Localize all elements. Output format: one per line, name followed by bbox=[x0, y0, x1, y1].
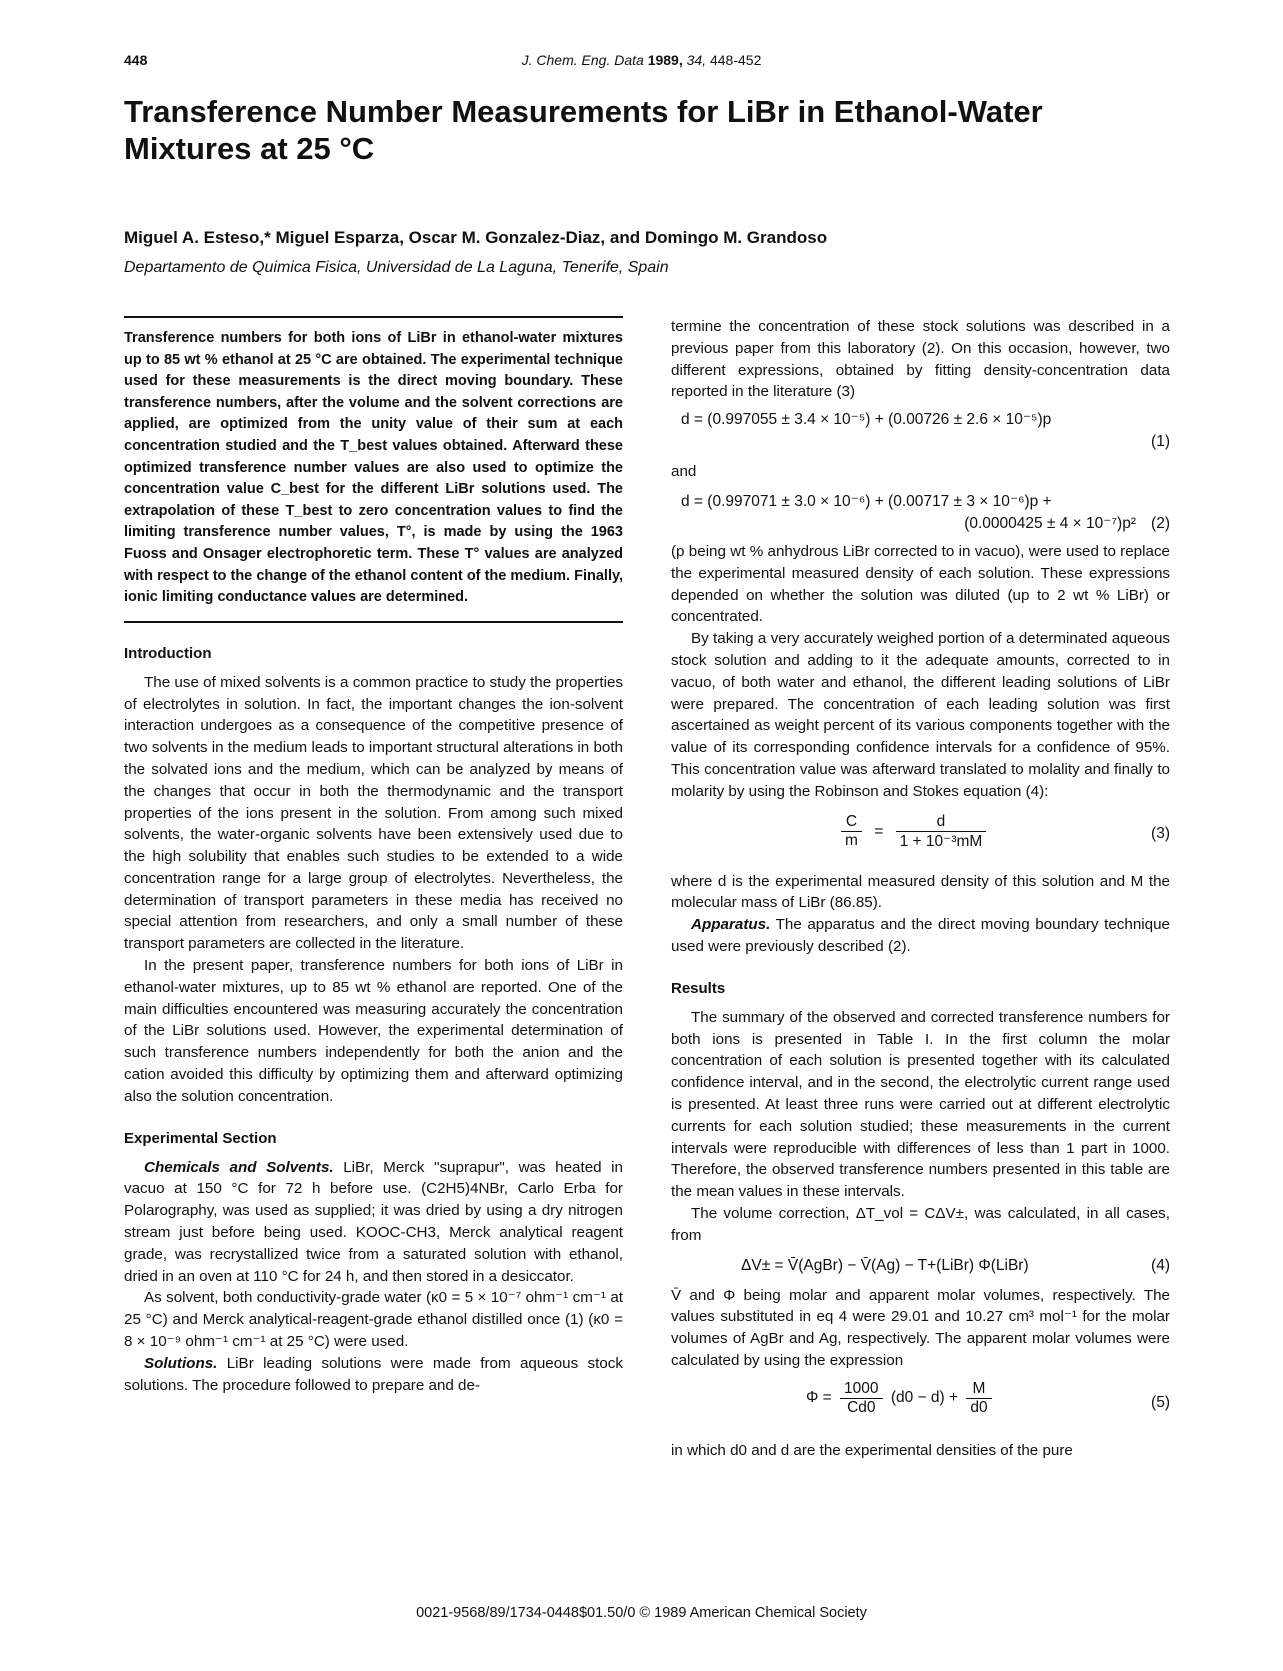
chemicals-paragraph bbox=[124, 1157, 623, 1288]
equation-5-fraction-2-top: M bbox=[966, 1380, 991, 1399]
abstract: Transference numbers for both ions of LiBr in ethanol-water mixtures up to 85 wt % ethanol at 25 °C are obtained. The experimental technique used for these measurements is the direct moving boundary. These transference numbers, after the volume and the solvent corrections are applied, are optimized from the unity value of their sum at each concentration studied and the T_best values obtained. Afterward these optimized transference number values are also used to optimize the concentration value C_best for the different LiBr solutions used. The extrapolation of these T_best to zero concentration values to find the limiting transference number values, T°, is made by using the 1963 Fuoss and Onsager electrophoretic term. These T° values are analyzed with respect to the change of the ethanol content of the medium. Finally, ionic limiting conductance values are determined. bbox=[124, 316, 623, 623]
equation-5-fraction-1 bbox=[840, 1380, 882, 1417]
equation-3: $\frac{C}{m}$ = $\frac{d}{\text{1 + 10⁻³mM}}$ (3) bbox=[671, 809, 1170, 863]
paper-title: Transference Number Measurements for LiBr in Ethanol-Water Mixtures at 25 °C bbox=[124, 94, 1043, 166]
copyright-footer: 0021-9568/89/1734-0448$01.50/0 © 1989 American Chemical Society bbox=[416, 1605, 867, 1621]
results-paragraph: The summary of the observed and corrected transference numbers for both ions is presented in Table I. In the first column the molar concentration of each solution is presented together with its calculated confidence interval, and in the second, the electrolytic current range used is presented. At least three runs were carried out at different electrolytic currents for each solution studied; these measurements in the current intervals were reproducible with differences of less than 1 part in 1000. Therefore, the observed transference numbers presented in this table are the mean values in these intervals. bbox=[671, 1008, 1170, 1201]
equation-5-lhs: Φ = bbox=[806, 1389, 832, 1407]
equation-1-body: d = (0.997055 ± 3.4 × 10⁻⁵) + (0.00726 ± 2.6 × 10⁻⁵)p bbox=[681, 411, 1052, 429]
equation-3-rhs-denominator: 1 + 10⁻³mM bbox=[899, 832, 983, 850]
equation-5-fraction-1-top: 1000 bbox=[840, 1380, 882, 1399]
equation-5-fraction-2 bbox=[966, 1380, 991, 1417]
author-list: Miguel A. Esteso,* Miguel Esparza, Oscar M. Gonzalez-Diaz, and Domingo M. Grandoso bbox=[124, 228, 828, 247]
equation-2 bbox=[671, 491, 1170, 535]
preparation-paragraph: By taking a very accurately weighed portion of a determinated aqueous stock solution and adding to it the adequate amounts, corrected to in vacuo, of both water and ethanol, the different leading solutions of LiBr were prepared. The concentration of each leading solution was first ascertained as weight percent of its various components together with the value of its corresponding confidence intervals for a confidence of 95%. This concentration value was afterward translated to molality and finally to molarity by using the Robinson and Stokes equation (4): bbox=[671, 630, 1170, 800]
densities-paragraph: in which d0 and d are the experimental densities of the pure bbox=[671, 1441, 1073, 1459]
experimental-heading: Experimental Section bbox=[124, 1129, 277, 1147]
and-text: and bbox=[671, 463, 697, 481]
introduction-paragraph-2: In the present paper, transference numbers for both ions of LiBr in ethanol-water mixtures, up to 85 wt % ethanol are reported. One of the main difficulties encountered was measuring accurately the concentration of the LiBr solutions used. However, the experimental determination of such transference numbers independently for both the anion and the cation avoided this difficulty by optimizing them and afterward optimizing also the solution concentration. bbox=[124, 957, 623, 1105]
density-paragraph: (p being wt % anhydrous LiBr corrected to in vacuo), were used to replace the experimental measured density of each solution. These expressions depended on whether the solution was diluted (up to 2 wt % LiBr) or concentrated. bbox=[671, 542, 1170, 626]
introduction-paragraph-1: The use of mixed solvents is a common practice to study the properties of electrolytes in solution. In fact, the important changes the ion-solvent interaction undergoes as a consequence of the competitive presence of two solvents in the medium leads to important structural alterations in both the solvated ions and the medium, which can be analyzed by means of the changes that occur in both the thermodynamic and the transport properties of the ions present in the solution. From among such mixed solvents, the water-organic solvents have been extensively used due to the high solubility that enables such studies to be extended to a wide concentration range for a large group of electrolytes. Nevertheless, the determination of transport parameters in these media has received no special attention from researchers, and only a small number of these transport parameters are collected in the literature. bbox=[124, 673, 623, 953]
equation-3-lhs-numerator: C bbox=[841, 813, 862, 832]
introduction-heading: Introduction bbox=[124, 644, 212, 662]
density-definition-paragraph: where d is the experimental measured density of this solution and M the molecular mass of LiBr (86.85). bbox=[671, 872, 1170, 912]
chemicals-text: LiBr, Merck "suprapur", was heated in vacuo at 150 °C for 72 h before use. (C2H5)4NBr, Carlo Erba for Polarography, was used as supplied; it was dried by using a dry nitrogen stream just before being used. KOOC-CH3, Merck analytical reagent grade, was recrystallized twice from a saturated solution with ethanol, dried in an oven at 110 °C for 24 h, and then stored in a desiccator. bbox=[124, 1158, 624, 1285]
equation-3-lhs-fraction bbox=[841, 813, 862, 850]
left-column bbox=[124, 316, 623, 1396]
stock-solution-paragraph: termine the concentration of these stock solutions was described in a previous paper from this laboratory (2). On this occasion, however, two different expressions, obtained by fitting density-concentration data reported in the literature (3) bbox=[671, 318, 1170, 401]
equation-2-line-2: (0.0000425 ± 4 × 10⁻⁷)p² bbox=[964, 514, 1136, 532]
equation-4-number: (4) bbox=[1151, 1256, 1170, 1274]
equation-2-number: (2) bbox=[1151, 514, 1170, 532]
apparatus-paragraph bbox=[671, 914, 1170, 958]
solutions-text: LiBr leading solutions were made from aqueous stock solutions. The procedure followed to prepare and de- bbox=[124, 1354, 623, 1394]
molar-volume-paragraph: V̄ and Φ being molar and apparent molar volumes, respectively. The values substituted in eq 4 were 29.01 and 10.27 cm³ mol⁻¹ for the molar volumes of AgBr and Ag, respectively. The apparent molar volumes were calculated by using the expression bbox=[671, 1286, 1170, 1369]
running-header bbox=[124, 52, 1159, 68]
equation-1-number: (1) bbox=[1151, 433, 1170, 451]
journal-volume: 34, bbox=[686, 52, 707, 68]
equation-4 bbox=[671, 1255, 1170, 1277]
equation-5-fraction-2-bottom: d0 bbox=[970, 1398, 988, 1416]
apparatus-runin-heading: Apparatus. bbox=[691, 916, 771, 934]
solvent-paragraph: As solvent, both conductivity-grade water (κ0 = 5 × 10⁻⁷ ohm⁻¹ cm⁻¹ at 25 °C) and Merck analytical-reagent-grade ethanol distilled once (1) (κ0 = 8 × 10⁻⁹ ohm⁻¹ cm⁻¹ at 25 °C) were used. bbox=[124, 1289, 623, 1351]
apparatus-text: The apparatus and the direct moving boundary technique used were previously described (2). bbox=[671, 916, 1170, 955]
volume-correction-paragraph: The volume correction, ΔT_vol = CΔV±, was calculated, in all cases, from bbox=[671, 1204, 1170, 1244]
solutions-runin-heading: Solutions. bbox=[144, 1354, 218, 1372]
equation-5-fraction-1-bottom: Cd0 bbox=[847, 1398, 876, 1416]
equation-5-middle: (d0 − d) + bbox=[890, 1389, 959, 1407]
equation-5 bbox=[671, 1378, 1170, 1432]
solutions-paragraph bbox=[124, 1353, 623, 1397]
page-number: 448 bbox=[124, 52, 148, 68]
journal-year: 1989, bbox=[647, 52, 683, 68]
equation-2-line-1: d = (0.997071 ± 3.0 × 10⁻⁶) + (0.00717 ± 3 × 10⁻⁶)p + bbox=[681, 492, 1052, 510]
affiliation: Departamento de Quimica Fisica, Universidad de La Laguna, Tenerife, Spain bbox=[124, 259, 669, 276]
chemicals-runin-heading: Chemicals and Solvents. bbox=[144, 1158, 334, 1176]
equation-4-body: ΔV± = V̄(AgBr) − V̄(Ag) − T+(LiBr) Φ(LiBr) bbox=[741, 1256, 1029, 1274]
equation-3-lhs-denominator: m bbox=[845, 832, 858, 850]
right-column bbox=[671, 316, 1170, 1461]
journal-pages: 448-452 bbox=[709, 52, 762, 68]
equation-5-number: (5) bbox=[1151, 1393, 1170, 1411]
results-heading: Results bbox=[671, 979, 726, 997]
equation-3-rhs-fraction bbox=[896, 813, 987, 851]
equation-3-rhs-numerator: d bbox=[896, 813, 987, 832]
equation-1 bbox=[671, 409, 1170, 453]
journal-name: J. Chem. Eng. Data bbox=[521, 52, 644, 68]
equation-3-number: (3) bbox=[1151, 824, 1170, 842]
